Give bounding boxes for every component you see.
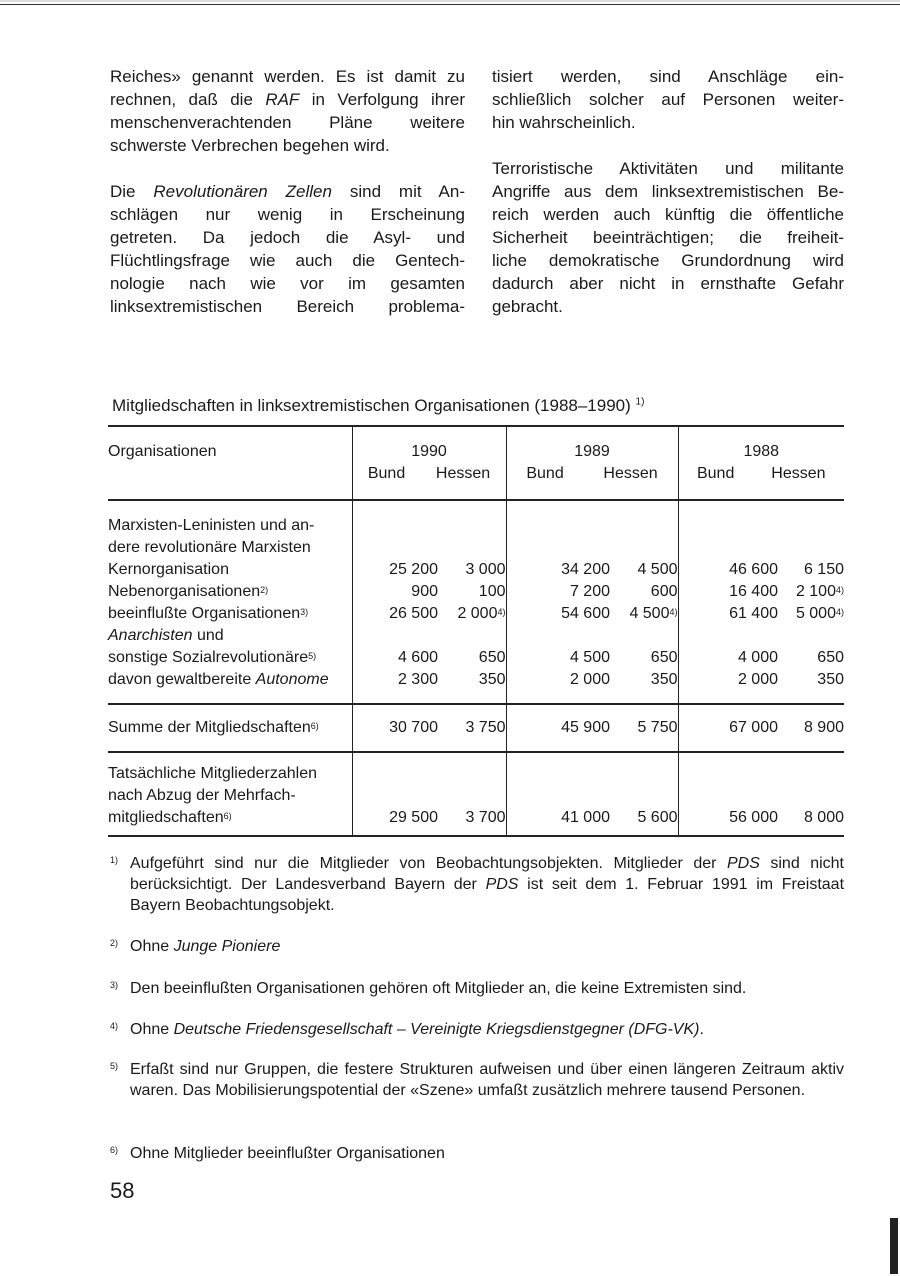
footnote-marker: 2) xyxy=(110,938,119,948)
cell-1990-hessen xyxy=(438,669,506,704)
footnote-ref: 6) xyxy=(310,721,319,731)
footnote-text: Ohne Mitglieder beeinflußter Organisationen xyxy=(130,1145,445,1162)
right-paragraph-1 xyxy=(492,65,844,134)
cell-1990-hessen xyxy=(438,559,506,581)
pds-emphasis: PDS xyxy=(485,876,519,893)
row-label xyxy=(108,704,352,752)
value: 3 700 xyxy=(465,809,506,826)
cell-1990-bund xyxy=(352,752,438,836)
value: 4 600 xyxy=(397,649,438,666)
row-label xyxy=(108,669,352,704)
cell-1988-hessen xyxy=(778,581,844,603)
cell-1989-bund xyxy=(506,603,610,625)
value: 26 500 xyxy=(389,605,438,622)
row-label-line xyxy=(108,807,352,829)
row-label xyxy=(108,581,352,603)
value: 100 xyxy=(478,583,506,600)
empty-cell xyxy=(438,500,506,559)
footnote-ref: 4) xyxy=(835,607,844,617)
autonome-emphasis: Autonome xyxy=(255,671,329,688)
text-line: schwerste Verbrechen begehen wird. xyxy=(110,136,390,155)
cell-1988-hessen xyxy=(778,752,844,836)
cell-1990-hessen xyxy=(438,704,506,752)
text-fragment: sind nicht berücksichtigt. Der Landesverband Bayern der xyxy=(130,855,845,893)
footnote-5 xyxy=(110,1059,844,1101)
footnote-ref: 4) xyxy=(669,607,678,617)
text-fragment: sind mit An- xyxy=(331,182,465,201)
cell-1989-hessen xyxy=(610,669,678,704)
cell-1989-hessen xyxy=(610,647,678,669)
text-line: Reiches» genannt werden. Es ist damit zu xyxy=(110,67,465,86)
bund-label: Bund xyxy=(526,465,564,482)
text-fragment: Ohne xyxy=(130,1021,174,1038)
value: 7 200 xyxy=(569,583,610,600)
value: 650 xyxy=(817,649,844,666)
text-line: gebracht. xyxy=(492,297,563,316)
cell-1989-hessen xyxy=(610,581,678,603)
left-paragraph-1 xyxy=(110,65,465,157)
empty-cell xyxy=(610,625,678,647)
text-line: Sicherheit beeinträchtigen; die freiheit- xyxy=(492,228,844,247)
footnote-ref: 4) xyxy=(835,585,844,595)
footnote-ref: 2) xyxy=(260,585,269,595)
cell-1988-bund xyxy=(678,559,778,581)
cell-1990-bund xyxy=(352,603,438,625)
row-label-text: Summe der Mitgliedschaften xyxy=(108,719,311,736)
page-number: 58 xyxy=(110,1178,135,1203)
value: 2 100 xyxy=(795,583,836,600)
cell-1988-bund xyxy=(678,669,778,704)
row-label-text: Nebenorganisationen xyxy=(108,583,261,600)
value: 2 000 xyxy=(457,605,498,622)
cell-1989-bund xyxy=(506,559,610,581)
empty-cell xyxy=(506,625,610,647)
footnote-text: Den beeinflußten Organisationen gehören oft Mitglieder an, die keine Extremisten sind. xyxy=(130,980,747,997)
value: 61 400 xyxy=(729,605,778,622)
table-row xyxy=(108,603,844,625)
year-label: 1990 xyxy=(411,443,447,460)
dfg-vk-emphasis: Deutsche Friedensgesellschaft – Vereinigte Kriegsdienstgegner (DFG-VK) xyxy=(173,1021,700,1038)
value: 67 000 xyxy=(729,719,778,736)
cell-1990-hessen xyxy=(438,581,506,603)
cell-1989-bund xyxy=(506,752,610,836)
row-label xyxy=(108,500,352,559)
year-label: 1989 xyxy=(574,443,610,460)
value: 5 000 xyxy=(795,605,836,622)
cell-1990-bund xyxy=(352,704,438,752)
text-line xyxy=(110,180,465,203)
row-label-line: nach Abzug der Mehrfach- xyxy=(108,787,296,804)
value: 54 600 xyxy=(561,605,610,622)
value: 34 200 xyxy=(561,561,610,578)
cell-1990-bund xyxy=(352,669,438,704)
value: 41 000 xyxy=(561,809,610,826)
row-label xyxy=(108,625,352,647)
text-fragment: in Verfolgung ihrer xyxy=(299,90,466,109)
value: 350 xyxy=(817,671,844,688)
cell-1989-hessen xyxy=(610,752,678,836)
footnote-ref: 6) xyxy=(223,811,232,821)
left-column xyxy=(110,65,465,318)
cell-1989-hessen xyxy=(610,704,678,752)
hessen-label: Hessen xyxy=(603,465,658,482)
value: 650 xyxy=(650,649,678,666)
cell-1988-bund xyxy=(678,647,778,669)
membership-table xyxy=(108,425,844,837)
sub-header xyxy=(353,463,506,485)
sub-header xyxy=(507,463,678,485)
empty-cell xyxy=(678,500,778,559)
value: 46 600 xyxy=(729,561,778,578)
table-row xyxy=(108,625,844,647)
text-line: liche demokratische Grundordnung wird xyxy=(492,251,844,270)
empty-cell xyxy=(778,500,844,559)
value: 350 xyxy=(478,671,506,688)
cell-1990-hessen xyxy=(438,647,506,669)
cell-1988-bund xyxy=(678,752,778,836)
paragraph-gap xyxy=(110,157,465,180)
footnote-ref: 5) xyxy=(308,651,317,661)
value: 650 xyxy=(478,649,506,666)
hessen-label: Hessen xyxy=(435,465,491,482)
table-row xyxy=(108,500,844,559)
footnote-marker: 3) xyxy=(110,980,119,990)
footnote-marker: 1) xyxy=(110,855,119,865)
text-line: menschenverachtenden Pläne weitere xyxy=(110,113,465,132)
footnote-text xyxy=(130,936,844,957)
row-label-text: davon gewaltbereite xyxy=(108,671,256,688)
footnote-ref: 4) xyxy=(497,607,506,617)
text-line: getreten. Da jedoch die Asyl- und xyxy=(110,228,465,247)
cell-1989-bund xyxy=(506,704,610,752)
header-year-1988 xyxy=(678,426,844,500)
year-label: 1988 xyxy=(743,443,780,460)
sum-row xyxy=(108,704,844,752)
cell-1988-hessen xyxy=(778,603,844,625)
cell-1990-bund xyxy=(352,647,438,669)
text-line: Flüchtlingsfrage wie auch die Gentech- xyxy=(110,251,465,270)
row-label xyxy=(108,559,352,581)
footnote-marker: 5) xyxy=(110,1061,119,1071)
table-row xyxy=(108,647,844,669)
group-label-line: Marxisten-Leninisten und an- xyxy=(108,517,315,534)
row-label-text: sonstige Sozialrevolutionäre xyxy=(108,649,309,666)
header-year-1990 xyxy=(352,426,506,500)
footnote-2 xyxy=(110,936,844,957)
value: 900 xyxy=(411,583,438,600)
footnote-text: Erfaßt sind nur Gruppen, die festere Strukturen aufweisen und über einen längeren Zeitraum aktiv waren. Das Mobilisierungspotential der «Szene» umfaßt zusätzlich mehrere tausend Personen. xyxy=(130,1061,844,1099)
row-label xyxy=(108,647,352,669)
footnote-ref: 3) xyxy=(300,607,309,617)
text-line: schließlich solcher auf Personen weiter- xyxy=(492,90,844,109)
bund-label: Bund xyxy=(367,465,406,482)
empty-cell xyxy=(352,500,438,559)
cell-1988-hessen xyxy=(778,647,844,669)
value: 3 750 xyxy=(465,719,506,736)
text-line: nologie nach wie vor im gesamten xyxy=(110,274,465,293)
value: 2 000 xyxy=(569,671,610,688)
left-paragraph-2 xyxy=(110,180,465,318)
value: 8 000 xyxy=(803,809,844,826)
value: 4 500 xyxy=(629,605,670,622)
scan-edge-mark xyxy=(890,1218,898,1274)
text-fragment: . xyxy=(699,1021,704,1038)
hessen-label: Hessen xyxy=(771,465,826,482)
cell-1989-bund xyxy=(506,669,610,704)
value: 29 500 xyxy=(389,809,438,826)
value: 30 700 xyxy=(389,719,438,736)
footnote-1 xyxy=(110,853,844,916)
value: 4 000 xyxy=(737,649,778,666)
value: 350 xyxy=(650,671,678,688)
empty-cell xyxy=(778,625,844,647)
empty-cell xyxy=(678,625,778,647)
text-line: reich werden auch künftig die öffentliche xyxy=(492,205,844,224)
value: 56 000 xyxy=(729,809,778,826)
value: 5 600 xyxy=(637,809,678,826)
text-line xyxy=(110,88,465,111)
row-label-text: mitgliedschaften xyxy=(108,809,224,826)
value: 45 900 xyxy=(561,719,610,736)
footnote-3 xyxy=(110,978,844,999)
value: 6 150 xyxy=(803,561,844,578)
rz-emphasis: Revolutionären Zellen xyxy=(153,182,332,201)
table-row xyxy=(108,669,844,704)
table-row xyxy=(108,581,844,603)
row-label xyxy=(108,603,352,625)
empty-cell xyxy=(438,625,506,647)
cell-1988-bund xyxy=(678,603,778,625)
cell-1990-bund xyxy=(352,581,438,603)
cell-1989-bund xyxy=(506,581,610,603)
value: 4 500 xyxy=(637,561,678,578)
text-fragment: Ohne xyxy=(130,938,174,955)
table-title-text: Mitgliedschaften in linksextremistischen Organisationen (1988–1990) xyxy=(112,396,631,415)
footnote-text xyxy=(130,1019,844,1040)
text-line: Terroristische Aktivitäten und militante xyxy=(492,159,844,178)
anarchisten-emphasis: Anarchisten xyxy=(108,627,193,644)
text-line: hin wahrscheinlich. xyxy=(492,113,636,132)
cell-1988-bund xyxy=(678,581,778,603)
cell-1989-bund xyxy=(506,647,610,669)
header-year-1989 xyxy=(506,426,678,500)
row-label-line: Tatsächliche Mitgliederzahlen xyxy=(108,765,317,782)
footnote-ref: 1) xyxy=(635,396,645,408)
text-line: Angriffe aus dem linksextremistischen Be- xyxy=(492,182,844,201)
text-line: tisiert werden, sind Anschläge ein- xyxy=(492,67,844,86)
text-fragment: Die xyxy=(110,182,154,201)
cell-1988-hessen xyxy=(778,704,844,752)
footnote-marker: 4) xyxy=(110,1021,119,1031)
text-line: dadurch aber nicht in ernsthafte Gefahr xyxy=(492,274,844,293)
cell-1990-hessen xyxy=(438,752,506,836)
row-label-text: Kernorganisation xyxy=(108,561,229,578)
right-column xyxy=(492,65,844,318)
empty-cell xyxy=(506,500,610,559)
row-label-text: beeinflußte Organisationen xyxy=(108,605,301,622)
value: 3 000 xyxy=(465,561,506,578)
group-label-line: dere revolutionäre Marxisten xyxy=(108,539,311,556)
cell-1990-hessen xyxy=(438,603,506,625)
cell-1989-hessen xyxy=(610,603,678,625)
table-header-row xyxy=(108,426,844,500)
bund-label: Bund xyxy=(696,465,735,482)
table-title xyxy=(112,396,644,416)
raf-emphasis: RAF xyxy=(265,90,300,109)
header-rule xyxy=(0,4,900,5)
footnote-text xyxy=(130,853,844,916)
actual-members-row xyxy=(108,752,844,836)
cell-1988-hessen xyxy=(778,559,844,581)
footnote-marker: 6) xyxy=(110,1145,119,1155)
junge-pioniere-emphasis: Junge Pioniere xyxy=(173,938,281,955)
value: 8 900 xyxy=(803,719,844,736)
value: 2 000 xyxy=(737,671,778,688)
cell-1989-hessen xyxy=(610,559,678,581)
text-fragment: ist seit dem 1. Februar 1991 im Freistaat Bayern Beobachtungsobjekt. xyxy=(130,876,845,914)
value: 4 500 xyxy=(569,649,610,666)
text-line: linksextremistischen Bereich problema- xyxy=(110,297,465,316)
cell-1988-bund xyxy=(678,704,778,752)
pds-emphasis: PDS xyxy=(726,855,760,872)
cell-1988-hessen xyxy=(778,669,844,704)
cell-1990-bund xyxy=(352,559,438,581)
value: 16 400 xyxy=(729,583,778,600)
paragraph-gap xyxy=(492,134,844,157)
header-organisationen: Organisationen xyxy=(108,426,352,500)
table-row xyxy=(108,559,844,581)
text-fragment: rechnen, daß die xyxy=(110,90,266,109)
sub-header xyxy=(679,463,845,485)
text-fragment: Aufgeführt sind nur die Mitglieder von Beobachtungsobjekten. Mitglieder der xyxy=(130,855,727,872)
value: 25 200 xyxy=(389,561,438,578)
empty-cell xyxy=(352,625,438,647)
scan-edge xyxy=(0,0,900,2)
footnote-6 xyxy=(110,1143,844,1164)
row-label-text: und xyxy=(192,627,224,644)
footnote-4 xyxy=(110,1019,844,1040)
value: 600 xyxy=(650,583,678,600)
text-line: schlägen nur wenig in Erscheinung xyxy=(110,205,465,224)
empty-cell xyxy=(610,500,678,559)
value: 2 300 xyxy=(397,671,438,688)
right-paragraph-2 xyxy=(492,157,844,318)
value: 5 750 xyxy=(637,719,678,736)
row-label xyxy=(108,752,352,836)
